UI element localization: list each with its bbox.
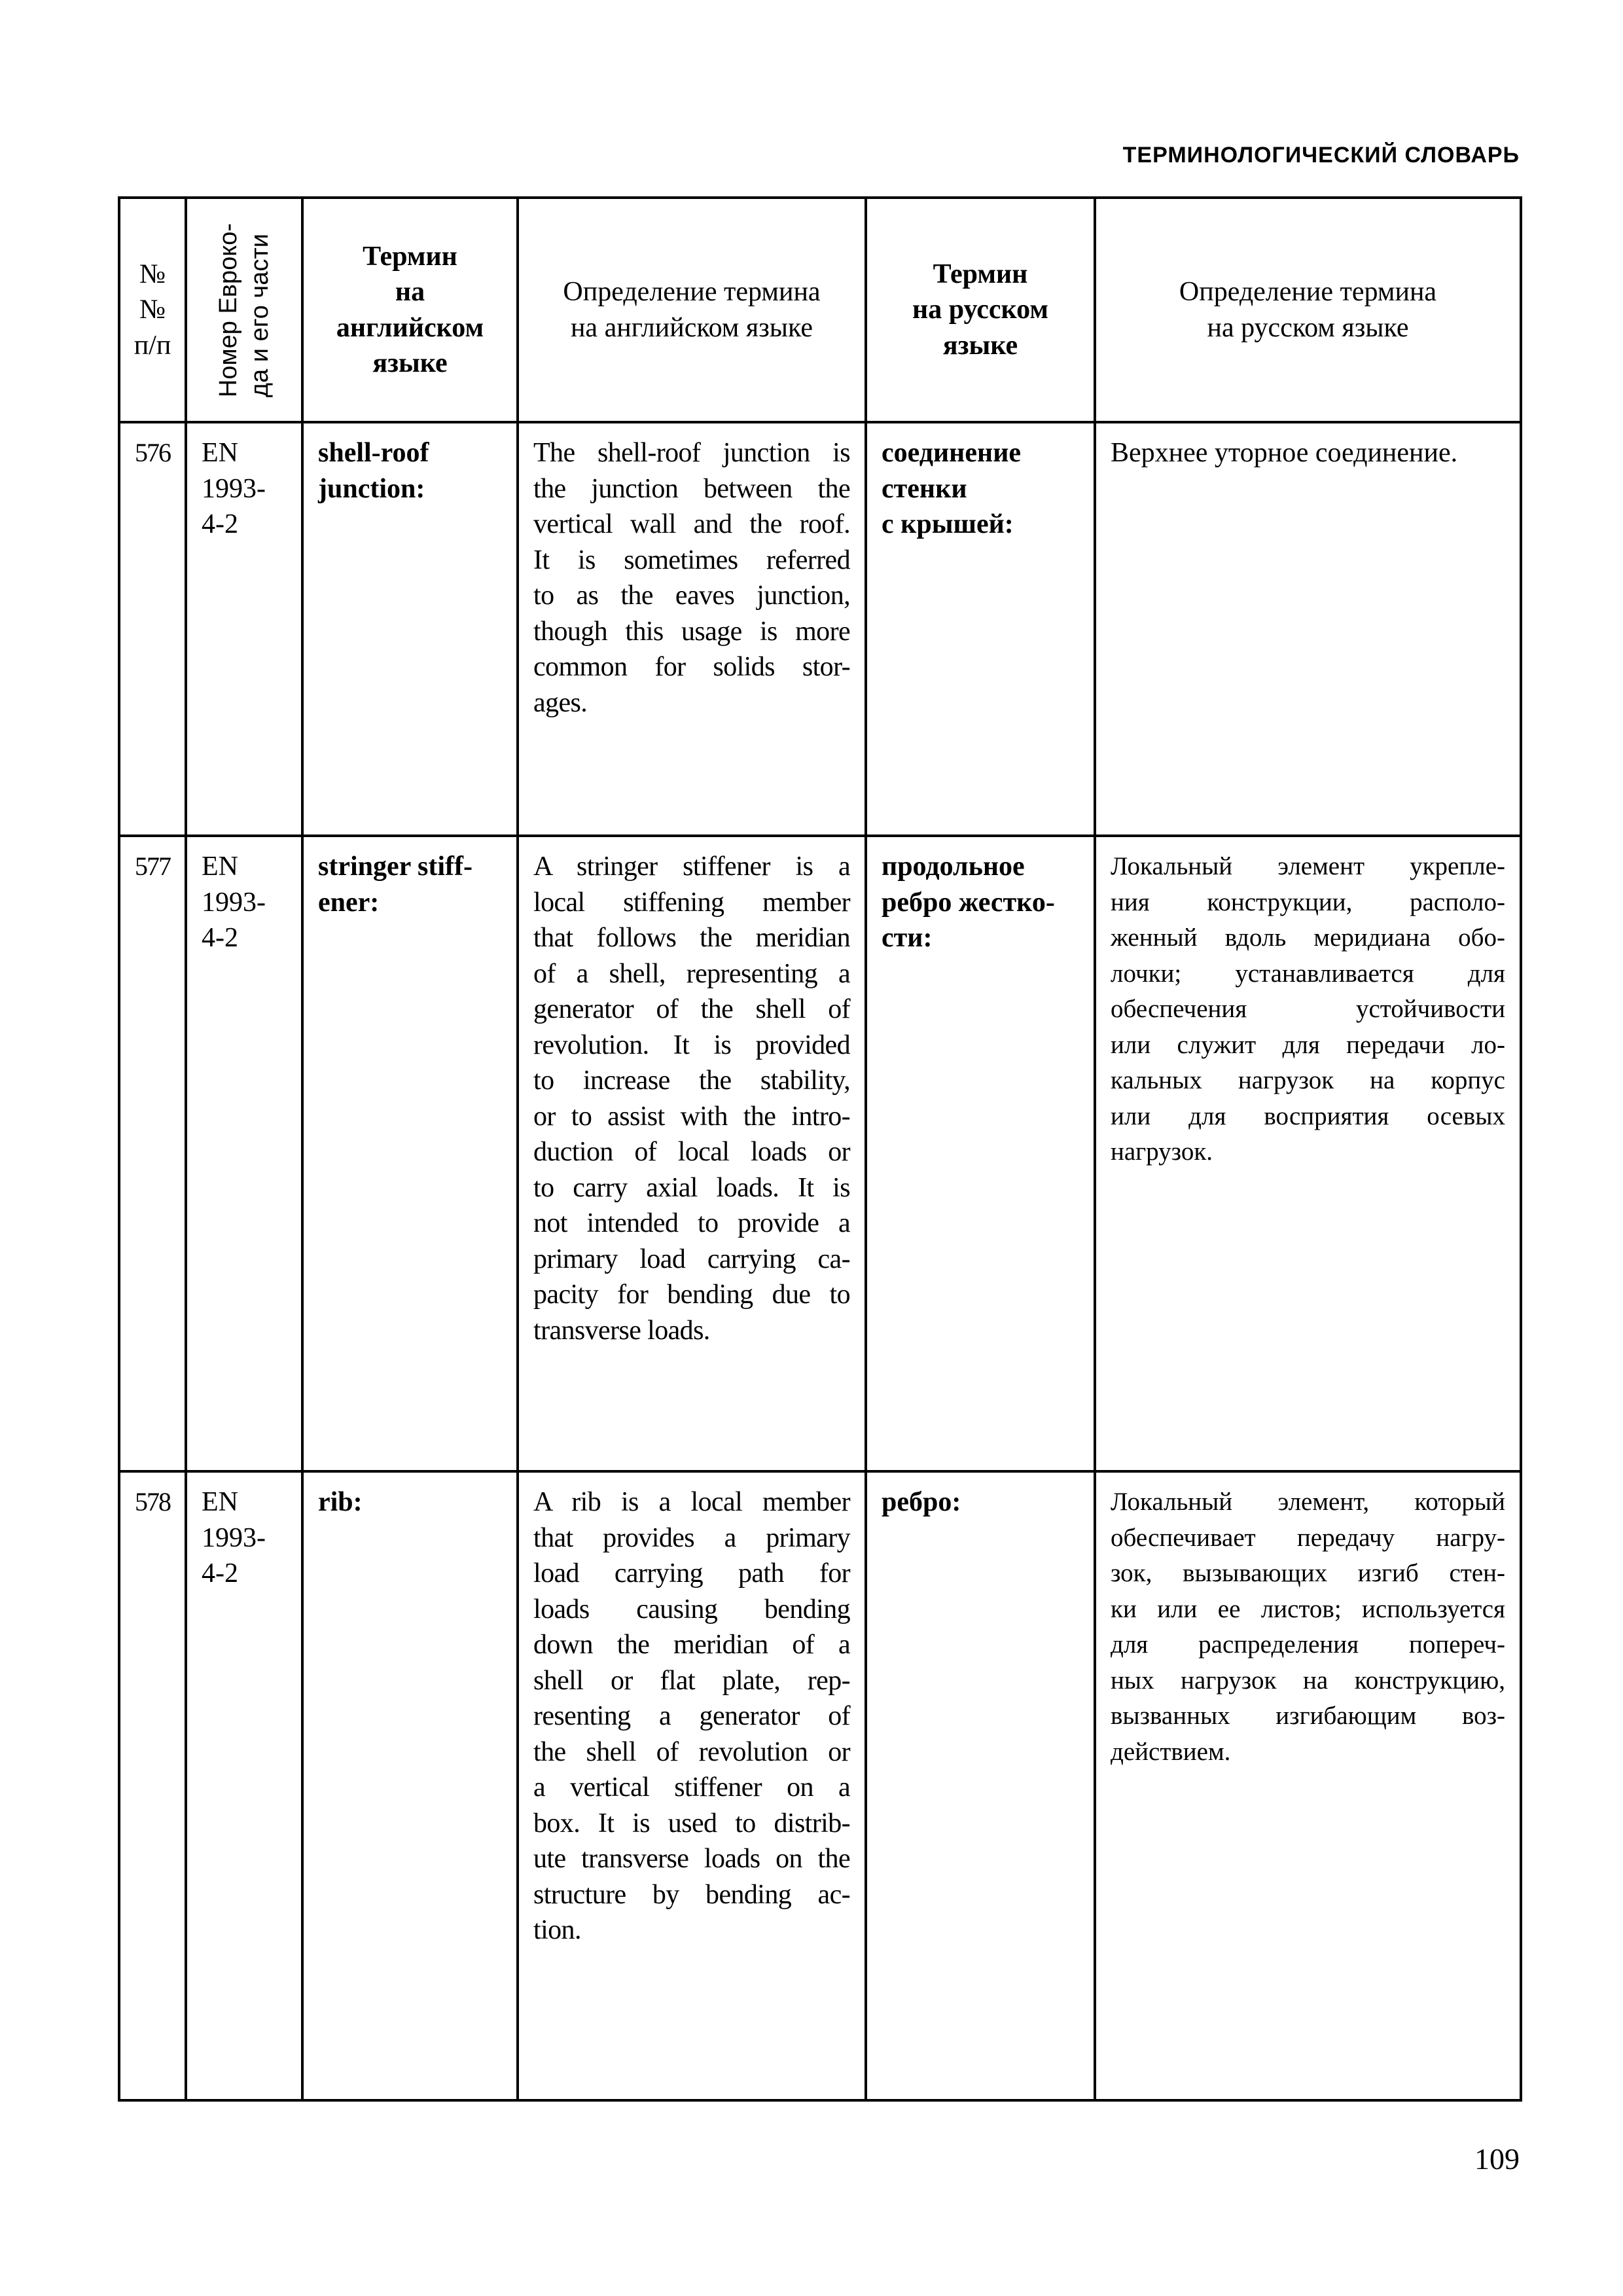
text-line: not intended to provide a [533, 1208, 850, 1238]
text-line: duction of local loads or [533, 1137, 850, 1167]
text-line: generator of the shell of [533, 994, 850, 1024]
term-ru-cell [866, 836, 1095, 1471]
row-number: 576 [119, 422, 186, 836]
term-ru-cell [866, 1471, 1095, 2100]
text-line: of a shell, representing a [533, 958, 850, 989]
text-line: EN [202, 438, 238, 468]
text-line: 1993- [202, 887, 266, 918]
definition-en-cell [518, 422, 866, 836]
text-line: primary load carrying ca- [533, 1244, 850, 1274]
text-line: that provides a primary [533, 1522, 850, 1553]
text-line: языке [372, 348, 448, 378]
definition-ru-cell [1095, 1471, 1521, 2100]
text-line: to carry axial loads. It is [533, 1172, 850, 1203]
text-line: Термин [363, 241, 457, 272]
text-line: ния конструкции, располо- [1111, 888, 1505, 916]
text-line: EN [202, 852, 238, 882]
header-term-en [302, 198, 518, 422]
text-line: the junction between the [533, 473, 850, 504]
text-line: Верхнее уторное соединение. [1111, 438, 1458, 468]
text-line: ных нагрузок на конструкцию, [1111, 1666, 1505, 1695]
text-line: для распределения попереч- [1111, 1630, 1505, 1659]
text-line: shell or flat plate, rep- [533, 1665, 850, 1696]
definition-en-cell [518, 1471, 866, 2100]
text-line: или служит для передачи ло- [1111, 1030, 1505, 1059]
text-line: на английском языке [570, 312, 813, 343]
text-line: box. It is used to distrib- [533, 1808, 850, 1839]
text-line: A stringer stiffener is a [533, 852, 850, 882]
text-line: п/п [134, 330, 171, 361]
header-term-ru [866, 198, 1095, 422]
text-line: с крышей: [882, 509, 1014, 539]
text-line: 4-2 [202, 509, 238, 539]
text-line: сти: [882, 923, 933, 953]
header-eurocode [186, 198, 302, 422]
text-line: loads causing bending [533, 1594, 850, 1624]
text-line: английском [336, 312, 484, 343]
text-line: кальных нагрузок на корпус [1111, 1066, 1505, 1094]
text-line: the shell of revolution or [533, 1736, 850, 1767]
text-line: though this usage is more [533, 616, 850, 647]
text-line: нагрузок. [1111, 1138, 1213, 1166]
text-line: A rib is a local member [533, 1487, 850, 1517]
text-line: shell-roof [318, 438, 429, 468]
header-num [119, 198, 186, 422]
row-number: 578 [119, 1471, 186, 2100]
definition-ru-cell [1095, 836, 1521, 1471]
text-line: продольное [882, 852, 1025, 882]
text-line: или для восприятия осевых [1111, 1102, 1505, 1130]
table-row [119, 422, 1521, 836]
text-line: resenting a generator of [533, 1701, 850, 1731]
text-line: structure by bending ac- [533, 1879, 850, 1910]
text-line: common for solids stor- [533, 652, 850, 682]
text-line: a vertical stiffener on a [533, 1772, 850, 1803]
text-line: Локальный элемент укрепле- [1111, 852, 1505, 880]
text-line: языке [942, 330, 1018, 361]
definition-en-cell [518, 836, 866, 1471]
text-line: or to assist with the intro- [533, 1101, 850, 1132]
term-ru-cell [866, 422, 1095, 836]
text-line: It is sometimes referred [533, 545, 850, 575]
header-eurocode-label [213, 223, 276, 397]
text-line: Определение термина [1179, 277, 1437, 307]
text-line: to as the eaves junction, [533, 581, 850, 611]
text-line: ребро жестко- [882, 887, 1055, 918]
text-line: The shell-roof junction is [533, 438, 850, 468]
text-line: transverse loads. [533, 1315, 710, 1346]
text-line: ages. [533, 687, 588, 718]
text-line: EN [202, 1487, 238, 1517]
text-line: на [395, 277, 425, 307]
text-line: 1993- [202, 473, 266, 504]
text-line: 4-2 [202, 923, 238, 953]
table-row [119, 836, 1521, 1471]
header-def-en [518, 198, 866, 422]
text-line: stringer stiff- [318, 852, 473, 882]
text-line: load carrying path for [533, 1558, 850, 1588]
text-line: женный вдоль меридиана обо- [1111, 924, 1505, 952]
text-line: ребро: [882, 1487, 961, 1517]
text-line: tion. [533, 1915, 581, 1945]
table-row [119, 1471, 1521, 2100]
row-number: 577 [119, 836, 186, 1471]
text-line: обеспечивает передачу нагру- [1111, 1523, 1505, 1552]
text-line: лочки; устанавливается для [1111, 959, 1505, 988]
text-line: Локальный элемент, который [1111, 1488, 1505, 1516]
text-line: ener: [318, 887, 380, 918]
text-line: 1993- [202, 1522, 266, 1553]
text-line: ки или ее листов; используется [1111, 1594, 1505, 1623]
text-line: Номер Евроко- [215, 223, 242, 397]
text-line: local stiffening member [533, 887, 850, 918]
text-line: to increase the stability, [533, 1066, 850, 1096]
text-line: Определение термина [563, 277, 821, 307]
text-line: revolution. It is provided [533, 1030, 850, 1060]
text-line: да и его части [246, 233, 274, 397]
term-en-cell [302, 836, 518, 1471]
term-en-cell [302, 1471, 518, 2100]
page-number: 109 [1474, 2142, 1520, 2176]
text-line: pacity for bending due to [533, 1280, 850, 1310]
eurocode-cell [186, 836, 302, 1471]
text-line: обеспечения устойчивости [1111, 995, 1505, 1023]
text-line: vertical wall and the roof. [533, 509, 850, 539]
text-line: на русском [912, 295, 1048, 325]
table-header-row [119, 198, 1521, 422]
text-line: №№ [139, 259, 166, 325]
text-line: на русском языке [1207, 312, 1409, 343]
header-def-ru [1095, 198, 1521, 422]
text-line: rib: [318, 1487, 363, 1517]
text-line: действием. [1111, 1737, 1231, 1766]
text-line: стенки [882, 473, 967, 504]
eurocode-cell [186, 1471, 302, 2100]
text-line: ute transverse loads on the [533, 1844, 850, 1874]
text-line: 4-2 [202, 1558, 238, 1588]
glossary-table [118, 196, 1522, 2102]
text-line: вызванных изгибающим воз- [1111, 1702, 1505, 1730]
text-line: that follows the meridian [533, 923, 850, 953]
text-line: down the meridian of a [533, 1630, 850, 1660]
running-head: ТЕРМИНОЛОГИЧЕСКИЙ СЛОВАРЬ [1122, 143, 1520, 168]
text-line: зок, вызывающих изгиб стен- [1111, 1559, 1505, 1587]
eurocode-cell [186, 422, 302, 836]
text-line: соединение [882, 438, 1022, 468]
term-en-cell [302, 422, 518, 836]
text-line: junction: [318, 473, 425, 504]
text-line: Термин [933, 259, 1028, 289]
definition-ru-cell [1095, 422, 1521, 836]
